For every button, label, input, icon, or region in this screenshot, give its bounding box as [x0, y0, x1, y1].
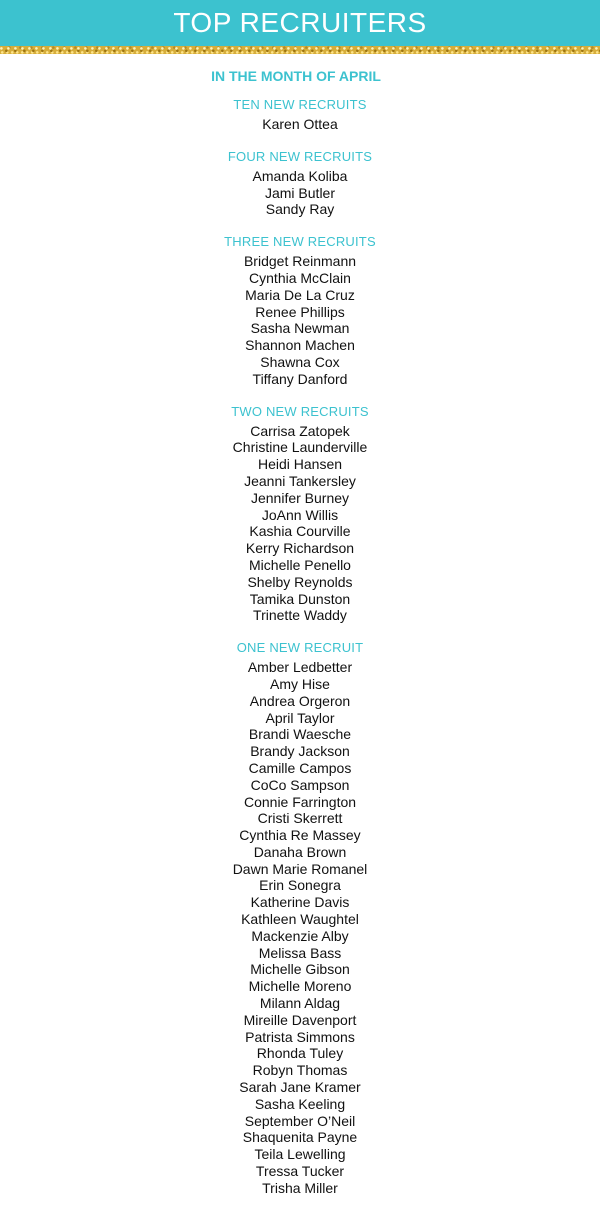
recruiter-name: Christine Launderville: [232, 439, 368, 456]
recruiter-name: Amanda Koliba: [252, 167, 348, 184]
recruit-section: [0, 97, 600, 133]
recruiter-name: Amy Hise: [270, 675, 330, 692]
recruiter-name: Teila Lewelling: [254, 1146, 346, 1163]
recruiter-name: Bridget Reinmann: [243, 253, 357, 270]
section-heading: TWO NEW RECRUITS: [231, 403, 369, 419]
section-heading: TEN NEW RECRUITS: [233, 97, 367, 112]
recruit-sections: [0, 97, 600, 1197]
page-title: TOP RECRUITERS: [173, 7, 427, 38]
month-subtitle: IN THE MONTH OF APRIL: [211, 68, 381, 84]
recruiter-name: Michelle Penello: [249, 556, 351, 573]
recruiter-name: Rhonda Tuley: [256, 1045, 344, 1062]
recruiter-name: September O’Neil: [244, 1112, 356, 1129]
recruiter-name: Kathleen Waughtel: [241, 911, 359, 928]
recruiter-name-list: [0, 168, 600, 218]
recruiter-name: Andrea Orgeron: [249, 692, 351, 709]
recruiter-name: Trisha Miller: [262, 1179, 338, 1196]
recruiter-name: Mackenzie Alby: [251, 927, 349, 944]
recruiter-name: Dawn Marie Romanel: [232, 860, 368, 877]
section-heading: FOUR NEW RECRUITS: [227, 148, 373, 164]
recruiter-name: Cynthia Re Massey: [239, 827, 361, 844]
recruiter-name: Melissa Bass: [258, 944, 342, 961]
recruit-section: [0, 234, 600, 387]
recruiters-content: [0, 67, 600, 1197]
recruiter-name: Kashia Courville: [249, 523, 351, 540]
section-heading: THREE NEW RECRUITS: [224, 234, 376, 250]
recruiter-name: Mireille Davenport: [243, 1011, 357, 1028]
recruiter-name: Michelle Gibson: [250, 961, 350, 978]
recruiter-name: Brandi Waesche: [248, 726, 352, 743]
recruiter-name-list: [0, 253, 600, 387]
recruiter-name-list: [0, 116, 600, 133]
recruit-section: [0, 404, 600, 625]
recruiter-name: Cristi Skerrett: [257, 810, 343, 827]
recruiter-name: Renee Phillips: [255, 303, 345, 320]
recruiter-name: Camille Campos: [248, 759, 352, 776]
recruiter-name: Trinette Waddy: [253, 607, 347, 624]
recruiter-name: Shelby Reynolds: [247, 573, 353, 590]
recruiter-name: Milann Aldag: [259, 995, 341, 1012]
recruiter-name: Jami Butler: [264, 184, 336, 201]
recruiter-name: Maria De La Cruz: [245, 286, 355, 303]
recruiter-name: Jennifer Burney: [250, 489, 350, 506]
recruiter-name: Kerry Richardson: [245, 540, 355, 557]
section-heading: ONE NEW RECRUIT: [236, 640, 364, 656]
recruiter-name: Shawna Cox: [260, 353, 340, 370]
recruiter-name: Carrisa Zatopek: [250, 422, 350, 439]
recruiter-name: Patrista Simmons: [245, 1028, 355, 1045]
recruiter-name-list: [0, 423, 600, 625]
recruiter-name: Brandy Jackson: [250, 743, 350, 760]
recruiter-name: Michelle Moreno: [248, 978, 352, 995]
recruiter-name: Katherine Davis: [250, 894, 350, 911]
recruit-section: [0, 149, 600, 218]
recruiter-name: Sasha Newman: [250, 320, 350, 337]
recruiter-name-list: [0, 659, 600, 1197]
recruiter-name: Robyn Thomas: [252, 1062, 348, 1079]
recruiter-name: Danaha Brown: [253, 843, 347, 860]
recruiter-name: Amber Ledbetter: [247, 659, 353, 676]
recruiter-name: JoAnn Willis: [261, 506, 339, 523]
recruiter-name: Shaquenita Payne: [242, 1129, 358, 1146]
recruiter-name: Connie Farrington: [243, 793, 357, 810]
recruiter-name: Erin Sonegra: [259, 877, 341, 894]
recruiter-name: Tamika Dunston: [249, 590, 351, 607]
recruit-section: [0, 640, 600, 1197]
recruiter-name: Shannon Machen: [245, 337, 355, 354]
recruiter-name: Sarah Jane Kramer: [239, 1079, 361, 1096]
recruiter-name: Sandy Ray: [265, 201, 335, 218]
recruiter-name: Jeanni Tankersley: [244, 472, 356, 489]
recruiter-name: Karen Ottea: [262, 116, 338, 132]
recruiter-name: Tressa Tucker: [255, 1163, 345, 1180]
header-banner: [0, 0, 600, 46]
recruiter-name: Tiffany Danford: [252, 370, 348, 387]
recruiter-name: April Taylor: [265, 709, 335, 726]
recruiter-name: Heidi Hansen: [257, 456, 343, 473]
recruiter-name: CoCo Sampson: [250, 776, 350, 793]
gold-glitter-divider: [0, 46, 600, 54]
recruiter-name: Sasha Keeling: [254, 1095, 346, 1112]
recruiter-name: Cynthia McClain: [249, 269, 351, 286]
